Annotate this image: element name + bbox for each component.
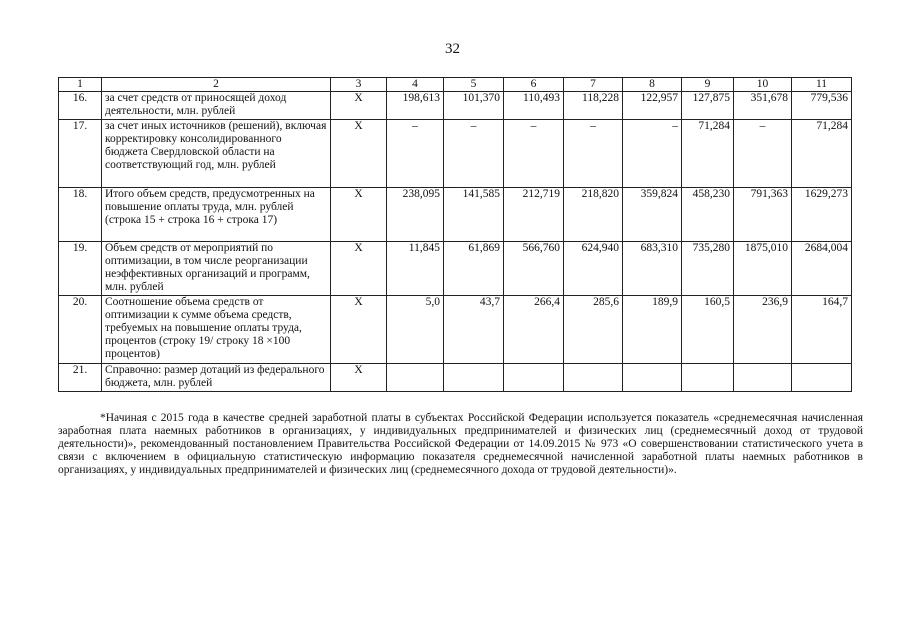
cell-value: – xyxy=(623,120,682,188)
row-unit: X xyxy=(331,92,387,120)
cell-value: 285,6 xyxy=(564,296,623,364)
column-header: 3 xyxy=(331,78,387,92)
cell-value: 122,957 xyxy=(623,92,682,120)
cell-value: 164,7 xyxy=(792,296,852,364)
row-number: 16. xyxy=(59,92,102,120)
cell-value: 351,678 xyxy=(734,92,792,120)
cell-value: 791,363 xyxy=(734,188,792,242)
row-unit: X xyxy=(331,188,387,242)
cell-value: 566,760 xyxy=(504,242,564,296)
cell-value: 43,7 xyxy=(444,296,504,364)
row-label: Итого объем средств, предусмотренных на повышение оплаты труда, млн. рублей (строка 15 + строка 16 + строка 17) xyxy=(102,188,331,242)
cell-value: 359,824 xyxy=(623,188,682,242)
cell-value: 189,9 xyxy=(623,296,682,364)
cell-value: 624,940 xyxy=(564,242,623,296)
row-label: Соотношение объема средств от оптимизации к сумме объема средств, требуемых на повышение оплаты труда, процентов (строку 19/ строку 18 ×100 процентов) xyxy=(102,296,331,364)
row-number: 20. xyxy=(59,296,102,364)
cell-value: 458,230 xyxy=(682,188,734,242)
cell-value: 236,9 xyxy=(734,296,792,364)
cell-value: – xyxy=(444,120,504,188)
table-row xyxy=(59,242,852,296)
row-number: 17. xyxy=(59,120,102,188)
row-unit: X xyxy=(331,120,387,188)
row-label: Объем средств от мероприятий по оптимизации, в том числе реорганизации неэффективных организаций и программ, млн. рублей xyxy=(102,242,331,296)
cell-value: 71,284 xyxy=(682,120,734,188)
column-header: 4 xyxy=(387,78,444,92)
cell-value: 198,613 xyxy=(387,92,444,120)
cell-value: 212,719 xyxy=(504,188,564,242)
page-number: 32 xyxy=(445,41,460,57)
cell-value: 127,875 xyxy=(682,92,734,120)
column-header: 5 xyxy=(444,78,504,92)
cell-value: 735,280 xyxy=(682,242,734,296)
cell-value: 683,310 xyxy=(623,242,682,296)
cell-value: – xyxy=(504,120,564,188)
row-label: за счет средств от приносящей доход деятельности, млн. рублей xyxy=(102,92,331,120)
row-unit: X xyxy=(331,242,387,296)
column-header: 9 xyxy=(682,78,734,92)
column-header: 7 xyxy=(564,78,623,92)
column-header: 2 xyxy=(102,78,331,92)
column-header: 1 xyxy=(59,78,102,92)
cell-value: 101,370 xyxy=(444,92,504,120)
cell-value xyxy=(682,364,734,392)
cell-value: 238,095 xyxy=(387,188,444,242)
data-table xyxy=(58,77,852,392)
cell-value: 1875,010 xyxy=(734,242,792,296)
table-row xyxy=(59,120,852,188)
row-number: 19. xyxy=(59,242,102,296)
cell-value: 141,585 xyxy=(444,188,504,242)
row-label: Справочно: размер дотаций из федерального бюджета, млн. рублей xyxy=(102,364,331,392)
header-row xyxy=(59,78,852,92)
row-unit: X xyxy=(331,296,387,364)
cell-value xyxy=(387,364,444,392)
column-header: 6 xyxy=(504,78,564,92)
cell-value xyxy=(444,364,504,392)
column-header: 10 xyxy=(734,78,792,92)
cell-value: 2684,004 xyxy=(792,242,852,296)
cell-value xyxy=(504,364,564,392)
column-header: 8 xyxy=(623,78,682,92)
cell-value xyxy=(734,364,792,392)
table-row xyxy=(59,188,852,242)
cell-value: 118,228 xyxy=(564,92,623,120)
cell-value xyxy=(623,364,682,392)
row-number: 21. xyxy=(59,364,102,392)
cell-value: 218,820 xyxy=(564,188,623,242)
column-header: 11 xyxy=(792,78,852,92)
table-row xyxy=(59,296,852,364)
table-row xyxy=(59,364,852,392)
table-row xyxy=(59,92,852,120)
footnote xyxy=(58,412,863,477)
cell-value: 61,869 xyxy=(444,242,504,296)
cell-value: 1629,273 xyxy=(792,188,852,242)
row-number: 18. xyxy=(59,188,102,242)
row-unit: X xyxy=(331,364,387,392)
cell-value: 160,5 xyxy=(682,296,734,364)
cell-value: – xyxy=(564,120,623,188)
cell-value: 71,284 xyxy=(792,120,852,188)
cell-value: – xyxy=(734,120,792,188)
cell-value: 110,493 xyxy=(504,92,564,120)
cell-value: 5,0 xyxy=(387,296,444,364)
cell-value: – xyxy=(387,120,444,188)
cell-value: 11,845 xyxy=(387,242,444,296)
cell-value xyxy=(792,364,852,392)
cell-value xyxy=(564,364,623,392)
cell-value: 266,4 xyxy=(504,296,564,364)
row-label: за счет иных источников (решений), включая корректировку консолидированного бюджета Свердловской области на соответствующий год, млн. рублей xyxy=(102,120,331,188)
footnote-text: *Начиная с 2015 года в качестве средней заработной платы в субъектах Российской Федерации используется показатель «среднемесячная начисленная заработная плата наемных работников в организациях, у индивидуальных предпринимателей и физических лиц (среднемесячный доход от трудовой деятельности)», рекомендованный постановлением Правительства Российской Федерации от 14.09.2015 № 973 «О совершенствовании статистического учета в связи с включением в официальную статистическую информацию показателя среднемесячной начисленной заработной платы наемных работников в организациях, у индивидуальных предпринимателей и физических лиц (среднемесячного дохода от трудовой деятельности)». xyxy=(58,412,863,476)
cell-value: 779,536 xyxy=(792,92,852,120)
